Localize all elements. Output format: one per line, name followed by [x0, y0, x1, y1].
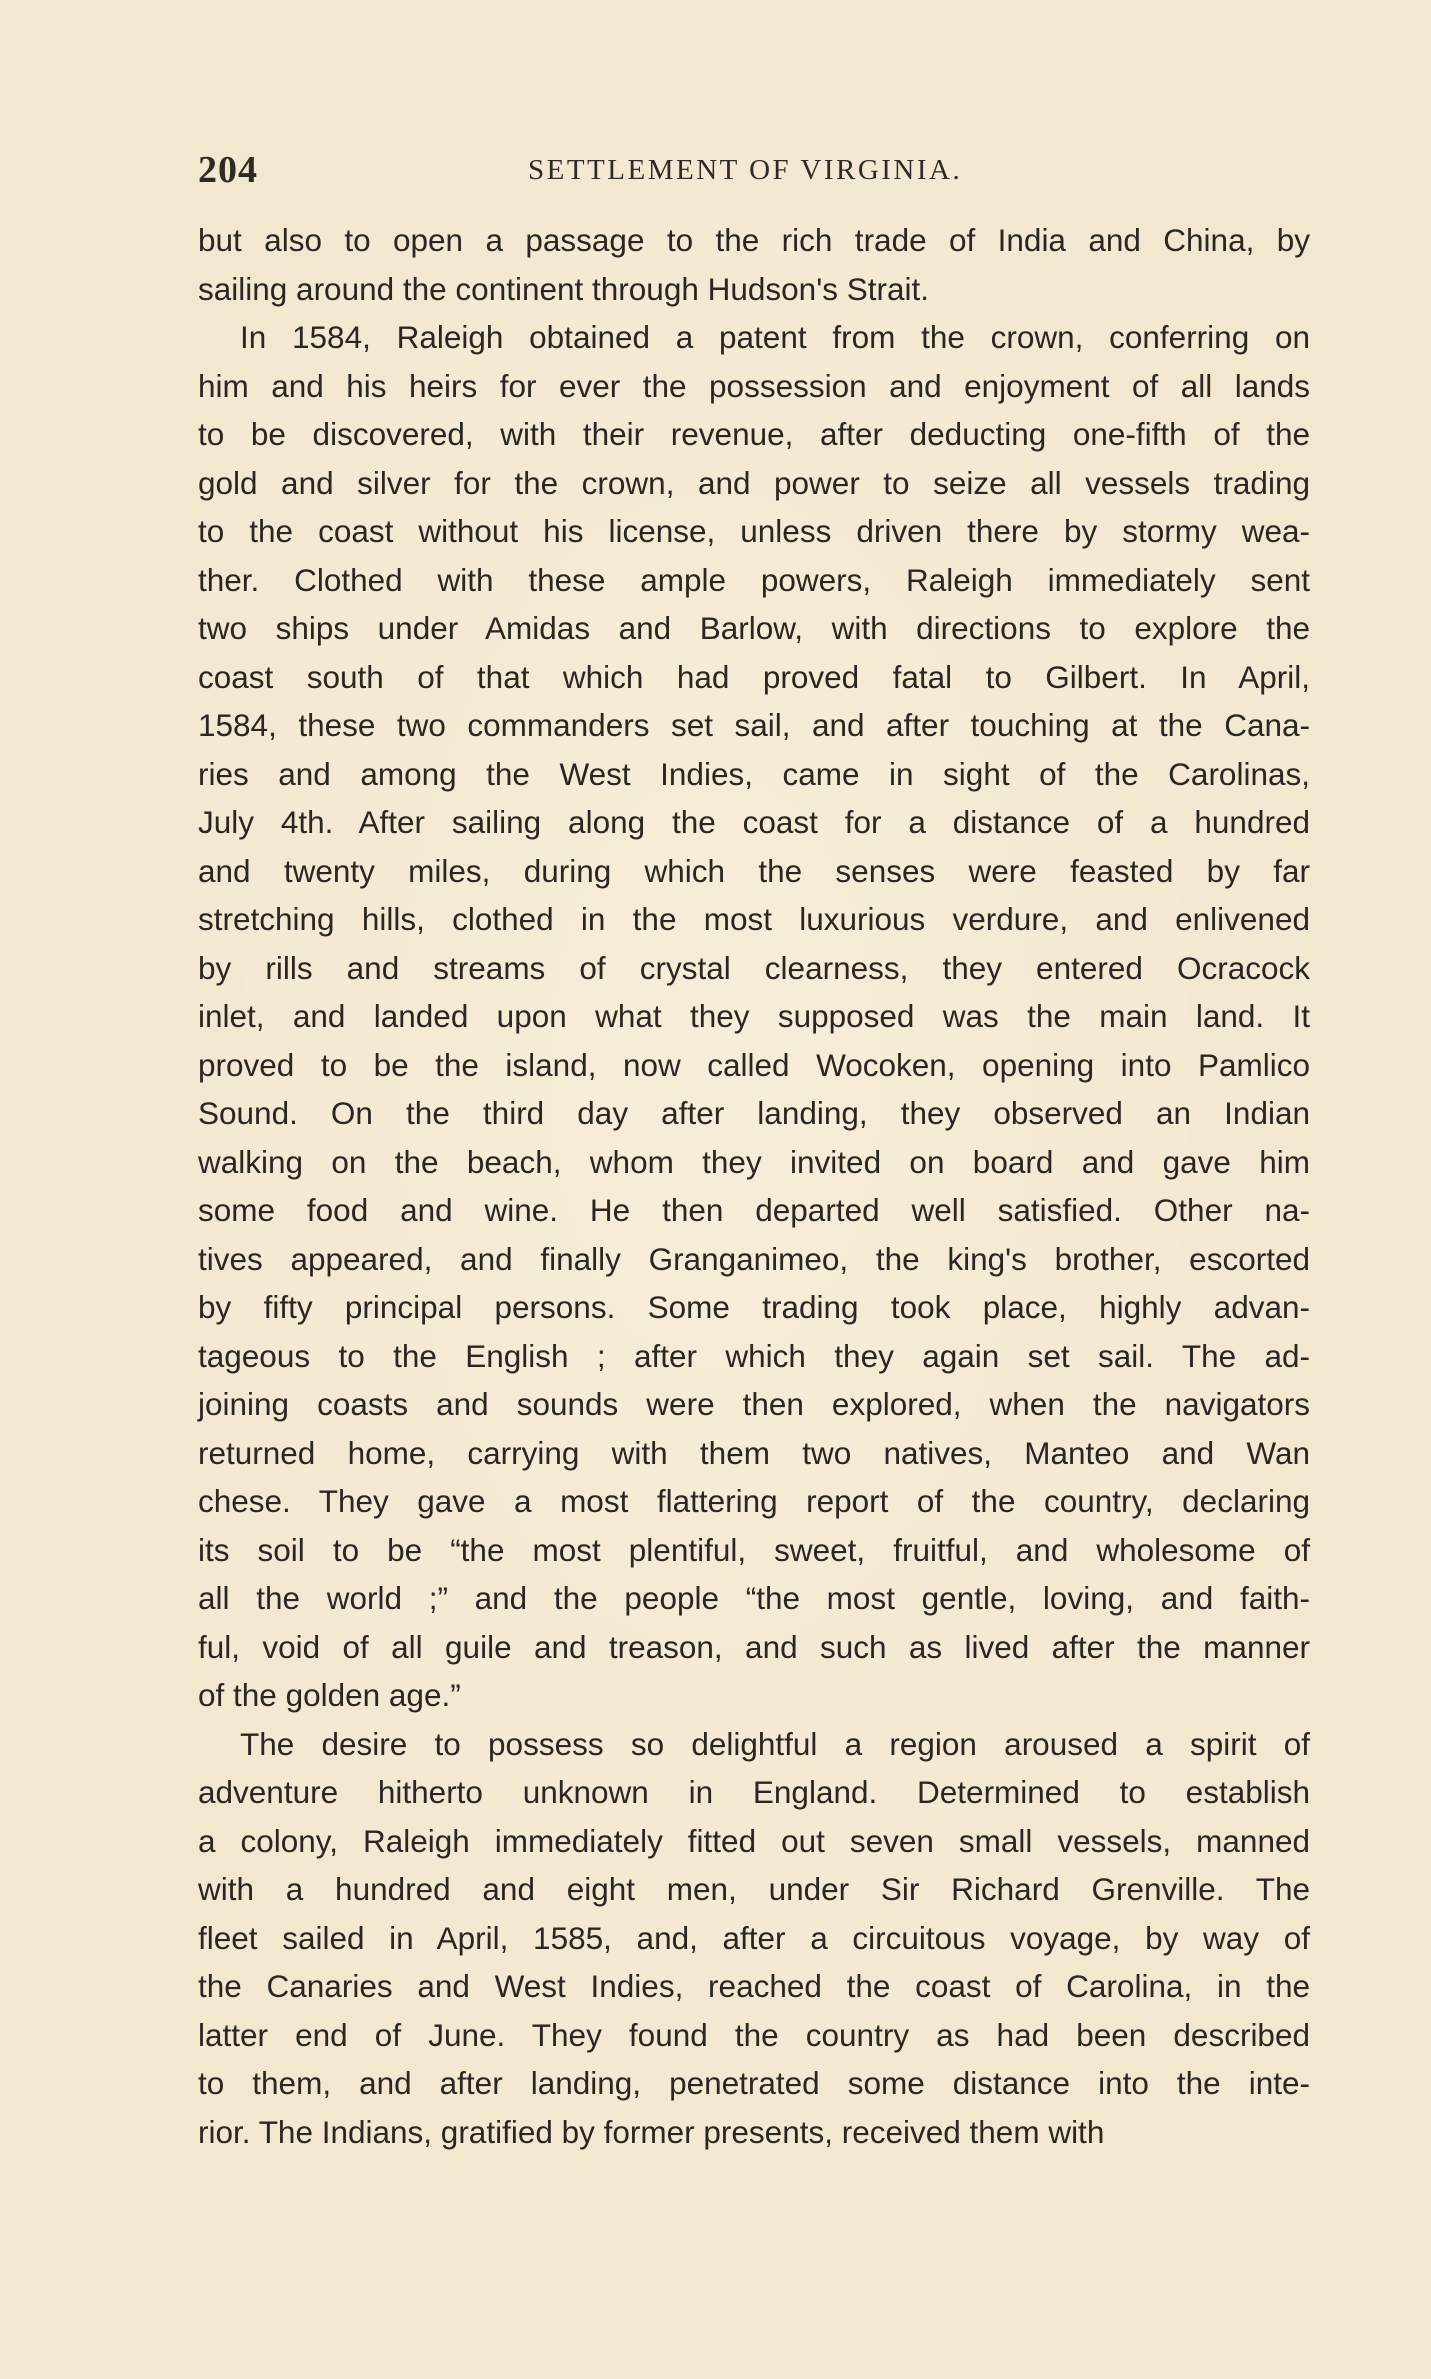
text-line: ther. Clothed with these ample powers, Raleigh immediately sent	[198, 561, 1310, 598]
body-text	[198, 216, 1310, 2156]
text-line: ful, void of all guile and treason, and such as lived after the manner	[198, 1628, 1310, 1665]
text-line: The desire to possess so delightful a region aroused a spirit of	[240, 1725, 1310, 1762]
paragraph	[198, 313, 1310, 1720]
text-line: its soil to be “the most plentiful, sweet, fruitful, and wholesome of	[198, 1531, 1310, 1568]
text-line: of the golden age.”	[198, 1677, 461, 1713]
text-line: coast south of that which had proved fatal to Gilbert. In April,	[198, 658, 1310, 695]
text-line: ries and among the West Indies, came in sight of the Carolinas,	[198, 755, 1310, 792]
text-line: all the world ;” and the people “the most gentle, loving, and faith-	[198, 1580, 1310, 1616]
text-line: with a hundred and eight men, under Sir Richard Grenville. The	[198, 1871, 1310, 1907]
paragraph	[198, 216, 1310, 313]
text-line: inlet, and landed upon what they supposed was the main land. It	[198, 998, 1310, 1034]
text-line: some food and wine. He then departed well satisfied. Other na-	[198, 1192, 1310, 1228]
text-line: chese. They gave a most flattering report of the country, declaring	[198, 1483, 1310, 1519]
text-line: 1584, these two commanders set sail, and after touching at the Cana-	[198, 707, 1310, 743]
text-line: tives appeared, and finally Granganimeo, the king's brother, escorted	[198, 1240, 1310, 1277]
text-line: but also to open a passage to the rich trade of India and China, by	[198, 222, 1310, 258]
text-line: to be discovered, with their revenue, after deducting one-fifth of the	[198, 416, 1310, 452]
text-line: two ships under Amidas and Barlow, with directions to explore the	[198, 610, 1310, 646]
text-line: In 1584, Raleigh obtained a patent from the crown, conferring on	[240, 319, 1310, 355]
text-line: latter end of June. They found the country as had been described	[198, 2016, 1310, 2053]
text-line: proved to be the island, now called Wocoken, opening into Pamlico	[198, 1046, 1310, 1083]
text-line: returned home, carrying with them two natives, Manteo and Wan	[198, 1434, 1310, 1471]
running-head: SETTLEMENT OF VIRGINIA.	[528, 154, 963, 186]
text-line: the Canaries and West Indies, reached the coast of Carolina, in the	[198, 1968, 1310, 2004]
text-line: July 4th. After sailing along the coast for a distance of a hundred	[198, 804, 1310, 840]
text-line: sailing around the continent through Hudson's Strait.	[198, 270, 929, 307]
text-line: tageous to the English ; after which they again set sail. The ad-	[198, 1337, 1310, 1374]
text-line: by rills and streams of crystal clearness, they entered Ocracock	[198, 949, 1310, 986]
text-line: Sound. On the third day after landing, they observed an Indian	[198, 1095, 1310, 1131]
text-line: to them, and after landing, penetrated some distance into the inte-	[198, 2065, 1310, 2101]
text-line: by fifty principal persons. Some trading took place, highly advan-	[198, 1289, 1310, 1325]
text-line: a colony, Raleigh immediately fitted out seven small vessels, manned	[198, 1822, 1310, 1859]
page-number: 204	[198, 149, 258, 191]
paragraph	[198, 1720, 1310, 2157]
text-line: rior. The Indians, gratified by former presents, received them with	[198, 2113, 1105, 2150]
text-line: him and his heirs for ever the possession and enjoyment of all lands	[198, 367, 1310, 404]
text-line: joining coasts and sounds were then explored, when the navigators	[198, 1386, 1310, 1422]
text-line: stretching hills, clothed in the most luxurious verdure, and enlivened	[198, 901, 1310, 937]
text-line: to the coast without his license, unless driven there by stormy wea-	[198, 513, 1310, 549]
text-line: gold and silver for the crown, and power to seize all vessels trading	[198, 464, 1310, 501]
text-line: walking on the beach, whom they invited on board and gave him	[198, 1143, 1310, 1180]
page-header	[198, 148, 1310, 196]
text-line: adventure hitherto unknown in England. Determined to establish	[198, 1774, 1310, 1810]
text-line: and twenty miles, during which the senses were feasted by far	[198, 852, 1310, 889]
text-line: fleet sailed in April, 1585, and, after a circuitous voyage, by way of	[198, 1919, 1310, 1956]
